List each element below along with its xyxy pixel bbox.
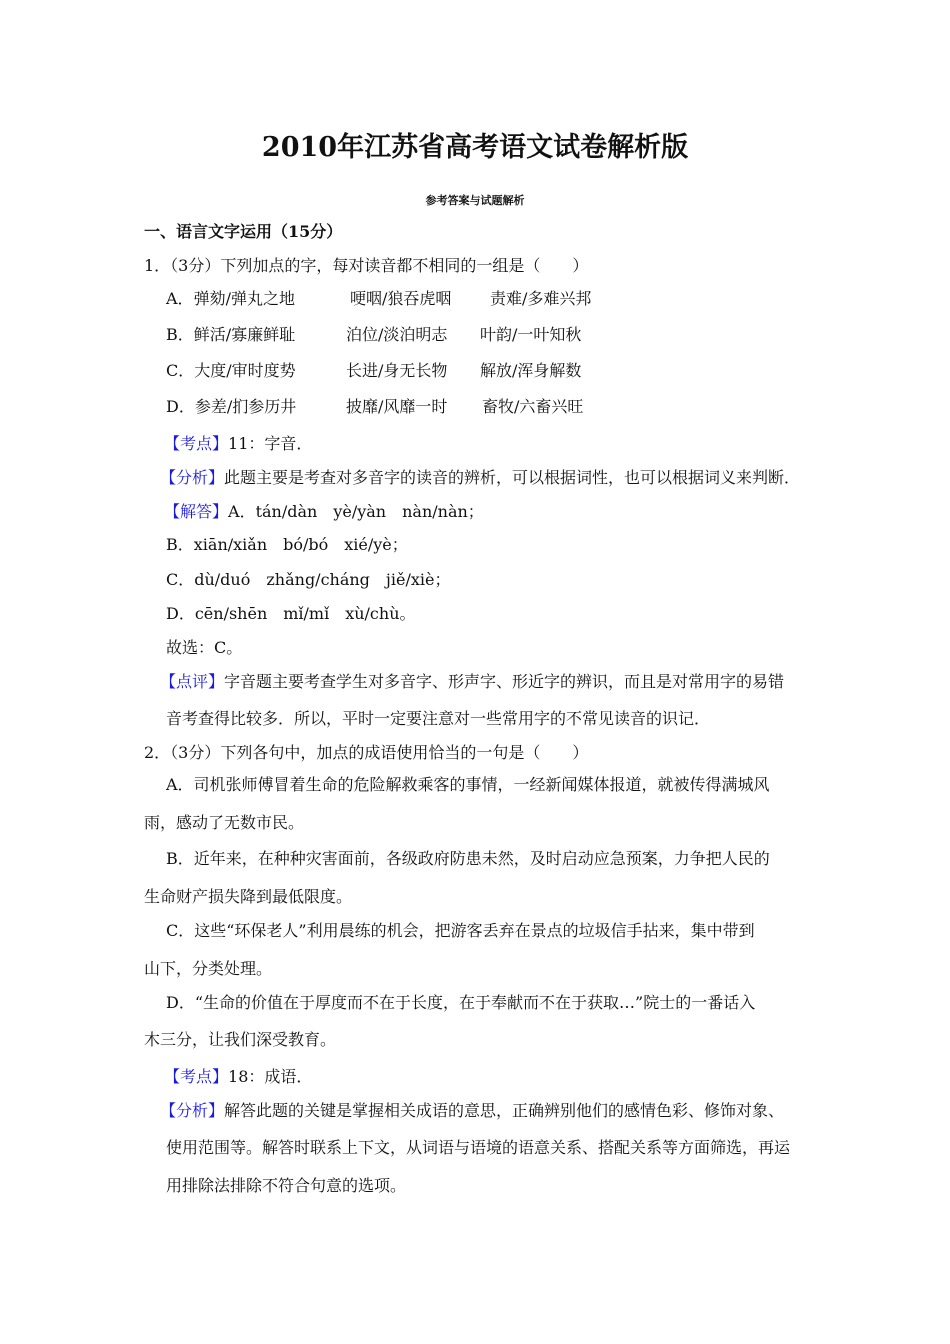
option-label: B．: [166, 325, 194, 344]
q2-option-a: A．司机张师傅冒着生命的危险解救乘客的事情，一经新闻媒体报道，就被传得满城风: [166, 775, 770, 794]
section-heading: 一、语言文字运用（15分）: [144, 222, 343, 241]
fenxi-tag: 【分析】: [160, 1101, 225, 1120]
q1-option-b: [166, 325, 295, 345]
q2-stem: 2．（3分）下列各句中，加点的成语使用恰当的一句是（ ）: [144, 743, 589, 762]
q2-option-c: C．这些“环保老人”利用晨练的机会，把游客丢弃在景点的垃圾信手拈来，集中带到: [166, 921, 755, 940]
q2-option-d: D．“生命的价值在于厚度而不在于长度，在于奉献而不在于获取…”院士的一番话入: [166, 993, 756, 1012]
kaodian-text: 11：字音．: [228, 434, 313, 453]
option-label: C．: [166, 361, 195, 380]
kaodian-tag: 【考点】: [164, 1067, 229, 1086]
dianping-line: 音考查得比较多．所以，平时一定要注意对一些常用字的不常见读音的识记．: [166, 709, 711, 728]
jieda-line: B．xiān/xiǎn bó/bó xié/yè；: [166, 535, 408, 554]
jieda-tag: 【解答】: [164, 502, 229, 521]
q1-option-c: [166, 361, 296, 381]
fenxi-text: 此题主要是考查对多音字的读音的辨析，可以根据词性，也可以根据词义来判断．: [224, 468, 801, 487]
option-pair: 叶韵/一叶知秋: [480, 325, 582, 344]
option-pair: 弹劾/弹丸之地: [193, 289, 295, 308]
jieda-line: D．cēn/shēn mǐ/mǐ xù/chù。: [166, 604, 416, 623]
option-pair: 参差/扪参历井: [194, 397, 297, 416]
q1-kaodian: [164, 434, 312, 454]
option-label: A．: [166, 289, 194, 308]
fenxi-line: 解答此题的关键是掌握相关成语的意思，正确辨别他们的感情色彩、修饰对象、: [224, 1101, 785, 1120]
page-title: 2010年江苏省高考语文试卷解析版: [261, 132, 689, 163]
q2-option-b-cont: 生命财产损失降到最低限度。: [144, 887, 353, 906]
option-label: D．: [166, 397, 195, 416]
option-pair: 披靡/风靡一时: [346, 397, 448, 416]
answer: 故选：C。: [166, 638, 243, 657]
option-pair: 鲜活/寡廉鲜耻: [193, 325, 296, 344]
option-pair: 泊位/淡泊明志: [346, 325, 448, 344]
jieda-line: A．tán/dàn yè/yàn nàn/nàn；: [228, 502, 484, 521]
fenxi-tag: 【分析】: [160, 468, 225, 487]
q1-option-a: [166, 289, 295, 309]
subtitle: 参考答案与试题解析: [425, 194, 525, 207]
option-pair: 解放/浑身解数: [480, 361, 582, 380]
q2-option-c-cont: 山下，分类处理。: [144, 959, 273, 978]
dianping-tag: 【点评】: [160, 672, 225, 691]
kaodian-text: 18：成语．: [228, 1067, 313, 1086]
dianping-line: 字音题主要考查学生对多音字、形声字、形近字的辨识，而且是对常用字的易错: [224, 672, 785, 691]
q2-fenxi: [160, 1101, 784, 1121]
q2-option-d-cont: 木三分，让我们深受教育。: [144, 1030, 337, 1049]
fenxi-line: 用排除法排除不符合句意的选项。: [166, 1176, 407, 1195]
option-pair: 长进/身无长物: [346, 361, 448, 380]
jieda-line: C．dù/duó zhǎng/cháng jiě/xiè；: [166, 570, 451, 589]
q1-fenxi: [160, 468, 800, 488]
q1-option-d: [166, 397, 296, 417]
q1-dianping: [160, 672, 784, 692]
option-pair: 哽咽/狼吞虎咽: [350, 289, 452, 308]
q1-jieda: [164, 502, 484, 522]
kaodian-tag: 【考点】: [164, 434, 229, 453]
q2-option-a-cont: 雨，感动了无数市民。: [144, 813, 305, 832]
option-pair: 责难/多难兴邦: [490, 289, 592, 308]
q1-stem: 1．（3分）下列加点的字，每对读音都不相同的一组是（ ）: [144, 256, 589, 275]
option-pair: 畜牧/六畜兴旺: [482, 397, 584, 416]
q2-option-b: B．近年来，在种种灾害面前，各级政府防患未然，及时启动应急预案，力争把人民的: [166, 849, 770, 868]
option-pair: 大度/审时度势: [194, 361, 296, 380]
fenxi-line: 使用范围等。解答时联系上下文，从词语与语境的语意关系、搭配关系等方面筛选，再运: [166, 1138, 791, 1157]
q2-kaodian: [164, 1067, 312, 1087]
